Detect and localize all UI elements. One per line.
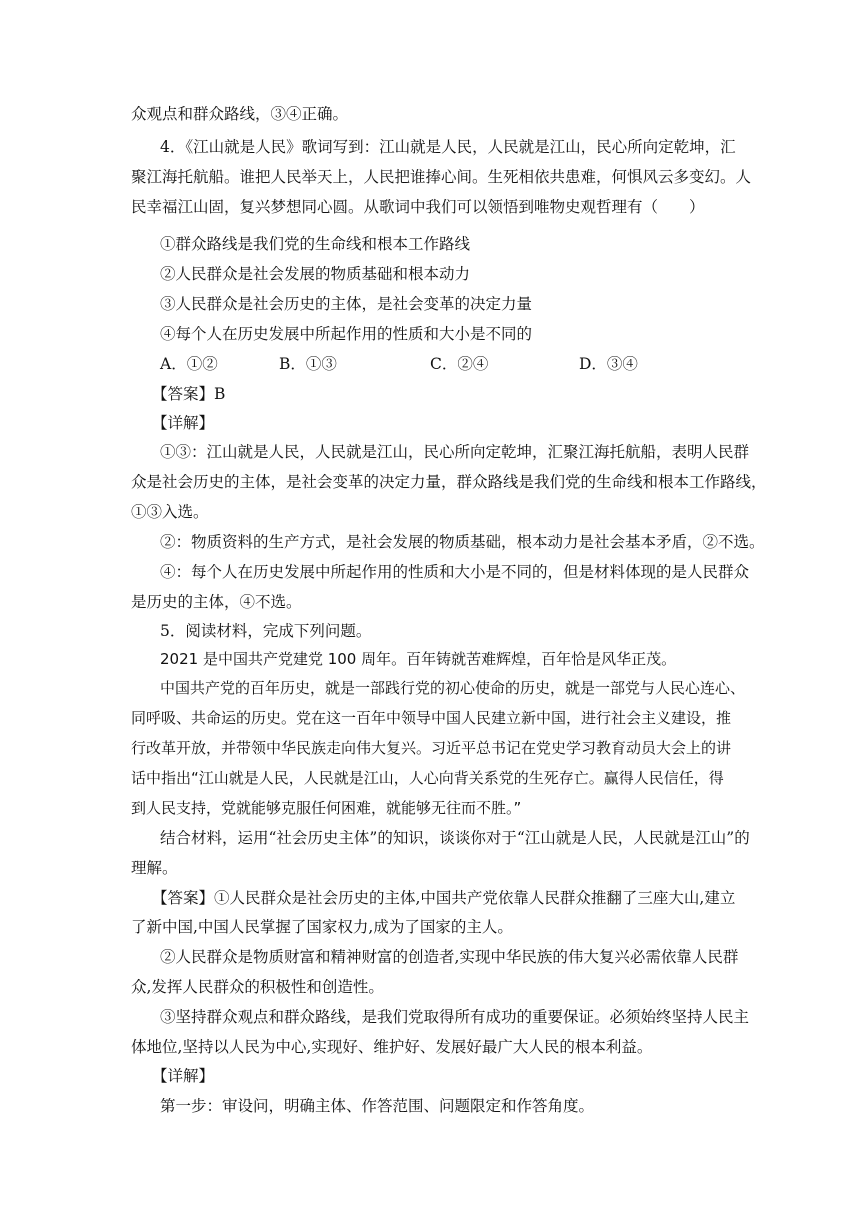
material-line: 中国共产党的百年历史，就是一部践行党的初心使命的历史，就是一部党与人民心连心、 [160, 679, 746, 697]
answer-text: ③坚持群众观点和群众路线，是我们党取得所有成功的重要保证。必须始终坚持人民主 [160, 1008, 750, 1026]
text-line: 聚江海托航船。谁把人民举天上，人民把谁捧心间。生死相依共患难，何惧风云多变幻。人 [131, 168, 752, 186]
answer-label: 【答案】B [152, 385, 226, 403]
material-line: 到人民支持，党就能够克服任何困难，就能够无往而不胜。” [131, 799, 522, 817]
answer-text: 了新中国,中国人民掌握了国家权力,成为了国家的主人。 [131, 918, 513, 936]
text-line: ②：物质资料的生产方式，是社会发展的物质基础，根本动力是社会基本矛盾，②不选。 [160, 533, 765, 551]
statement-1: ①群众路线是我们党的生命线和根本工作路线 [160, 235, 471, 253]
statement-4: ④每个人在历史发展中所起作用的性质和大小是不同的 [160, 325, 533, 343]
answer-text: ②人民群众是物质财富和精神财富的创造者,实现中华民族的伟大复兴必需依靠人民群 [160, 948, 739, 966]
answer-text: 众,发挥人民群众的积极性和创造性。 [131, 978, 384, 996]
statement-2: ②人民群众是社会发展的物质基础和根本动力 [160, 265, 471, 283]
material-line: 2021 是中国共产党建党 100 周年。百年铸就苦难辉煌，百年恰是风华正茂。 [160, 650, 677, 668]
question-4-stem: 4．《江山就是人民》歌词写到：江山就是人民，人民就是江山，民心所向定乾坤，汇 [160, 138, 736, 156]
question-prompt: 理解。 [131, 859, 178, 877]
option-d: D．③④ [579, 355, 638, 373]
statement-3: ③人民群众是社会历史的主体，是社会变革的决定力量 [160, 295, 533, 313]
text-line: ①③：江山就是人民，人民就是江山，民心所向定乾坤，汇聚江海托航船，表明人民群 [160, 443, 750, 461]
material-line: 同呼吸、共命运的历史。党在这一百年中领导中国人民建立新中国，进行社会主义建设，推 [131, 709, 732, 727]
explanation-label: 【详解】 [152, 1067, 215, 1085]
text-line: 民幸福江山固，复兴梦想同心圆。从歌词中我们可以领悟到唯物史观哲理有（ ） [131, 198, 705, 216]
question-prompt: 结合材料，运用“社会历史主体”的知识，谈谈你对于“江山就是人民，人民就是江山”的 [160, 829, 750, 847]
answer-text: 体地位,坚持以人民为中心,实现好、维护好、发展好最广大人民的根本利益。 [131, 1038, 653, 1056]
text-line: 众是社会历史的主体，是社会变革的决定力量，群众路线是我们党的生命线和根本工作路线， [131, 473, 767, 491]
text-line: ④：每个人在历史发展中所起作用的性质和大小是不同的，但是材料体现的是人民群众 [160, 563, 750, 581]
material-line: 行改革开放，并带领中华民族走向伟大复兴。习近平总书记在党史学习教育动员大会上的讲 [131, 739, 732, 757]
text-line: ①③入选。 [131, 503, 209, 521]
explanation-text: 第一步：审设问，明确主体、作答范围、问题限定和作答角度。 [160, 1097, 595, 1115]
question-5-stem: 5．阅读材料，完成下列问题。 [160, 622, 372, 640]
explanation-label: 【详解】 [152, 414, 215, 432]
option-b: B．①③ [279, 355, 337, 373]
answer-text: 【答案】①人民群众是社会历史的主体,中国共产党依靠人民群众推翻了三座大山,建立 [152, 889, 736, 907]
option-c: C．②④ [430, 355, 489, 373]
text-line: 是历史的主体，④不选。 [131, 593, 302, 611]
text-line: 众观点和群众路线，③④正确。 [131, 105, 349, 123]
material-line: 话中指出“江山就是人民，人民就是江山，人心向背关系党的生死存亡。赢得人民信任，得 [131, 769, 724, 787]
option-a: A．①② [160, 355, 218, 373]
